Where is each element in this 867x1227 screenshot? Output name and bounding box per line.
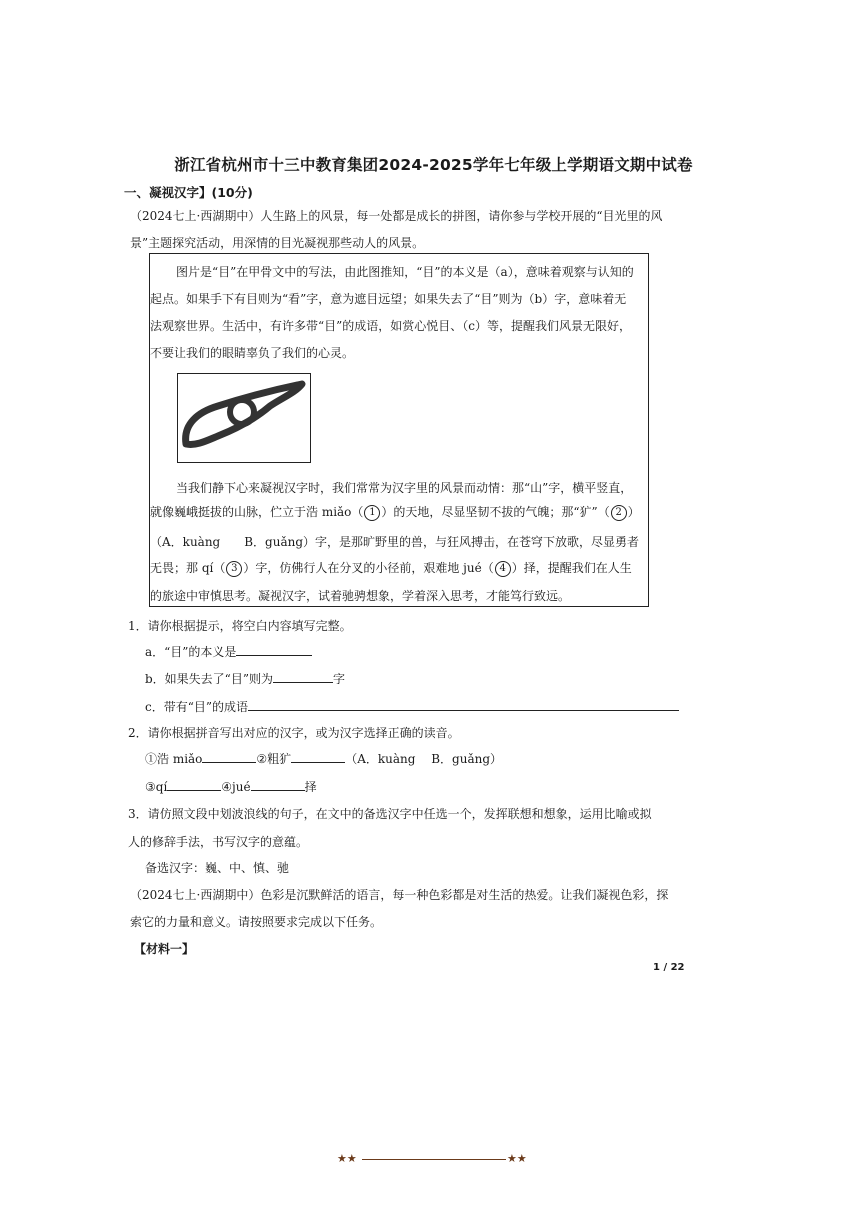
- question-1b: b．如果失去了“目”则为 字: [145, 672, 345, 686]
- oracle-bone-eye-image: [177, 373, 311, 463]
- page-title: 浙江省杭州市十三中教育集团2024-2025学年七年级上学期语文期中试卷: [174, 156, 693, 174]
- passage-line: 法观察世界。生活中，有许多带“目”的成语，如赏心悦目、（c）等，提醒我们风景无限好，: [150, 319, 631, 333]
- answer-blank[interactable]: [251, 778, 305, 791]
- question-2-stem: 2．请你根据拼音写出对应的汉字，或为汉字选择正确的读音。: [128, 726, 460, 740]
- passage-line: 当我们静下心来凝视汉字时，我们常常为汉字里的风景而动情：那“山”字，横平竖直，: [176, 481, 633, 495]
- answer-blank[interactable]: [248, 698, 679, 711]
- footer-stars-left-icon: ★★: [337, 1152, 357, 1165]
- intro-line-2: 景”主题探究活动，用深情的目光凝视那些动人的风景。: [130, 236, 425, 250]
- question-3-line-2: 人的修辞手法，书写汉字的意蕴。: [128, 835, 309, 849]
- color-intro-line-1: （2024七上·西湖期中）色彩是沉默鲜活的语言，每一种色彩都是对生活的热爱。让我们凝视色彩，探: [130, 888, 669, 902]
- page-number: 1 / 22: [653, 962, 685, 973]
- passage-line: 不要让我们的眼睛辜负了我们的心灵。: [150, 346, 355, 360]
- intro-line-1: （2024七上·西湖期中）人生路上的风景，每一处都是成长的拼图，请你参与学校开展的“目光里的风: [130, 209, 663, 223]
- question-2-line-1: ①浩 miǎo ②粗犷 （A．kuàng B．guǎng）: [145, 752, 503, 766]
- question-1c: c．带有“目”的成语: [145, 698, 679, 715]
- question-3-line-1: 3．请仿照文段中划波浪线的句子，在文中的备选汉字中任选一个，发挥联想和想象，运用比喻或拟: [128, 807, 652, 821]
- footer-divider: [362, 1159, 506, 1160]
- color-intro-line-2: 索它的力量和意义。请按照要求完成以下任务。: [130, 915, 383, 929]
- passage-line: 就像巍峨挺拔的山脉，伫立于浩 miǎo（ 1 ）的天地，尽显坚韧不拔的气魄；那“犷”（ 2 ）: [150, 505, 640, 519]
- question-1-stem: 1．请你根据提示，将空白内容填写完整。: [128, 619, 352, 633]
- passage-line: 图片是“目”在甲骨文中的写法，由此图推知，“目”的本义是（a），意味着观察与认知的: [176, 265, 634, 279]
- blank-marker: 2: [611, 505, 627, 521]
- answer-blank[interactable]: [167, 778, 221, 791]
- answer-blank[interactable]: [291, 750, 345, 763]
- blank-marker: 4: [495, 561, 511, 577]
- footer-stars-right-icon: ★★: [507, 1152, 527, 1165]
- passage-line: 无畏；那 qí（ 3 ）字，仿佛行人在分叉的小径前，艰难地 jué（ 4 ）择，提醒我们在人生: [150, 561, 632, 575]
- blank-marker: 1: [364, 505, 380, 521]
- passage-line: 的旅途中审慎思考。凝视汉字，试着驰骋想象，学着深入思考，才能笃行致远。: [150, 589, 571, 603]
- question-3-candidates: 备选汉字：巍、中、慎、驰: [145, 861, 290, 875]
- answer-blank[interactable]: [236, 643, 312, 656]
- passage-line: 起点。如果手下有目则为“看”字，意为遮目远望；如果失去了“目”则为（b）字，意味着无: [150, 292, 627, 306]
- material-heading: 【材料一】: [134, 942, 195, 956]
- section-heading: 一、凝视汉字】(10分): [124, 185, 253, 200]
- answer-blank[interactable]: [202, 750, 256, 763]
- answer-blank[interactable]: [273, 670, 333, 683]
- question-2-line-2: ③qí ④jué 择: [145, 780, 317, 794]
- question-1a: a．“目”的本义是: [145, 643, 312, 660]
- passage-line: （A．kuàng B．guǎng）字，是那旷野里的兽，与狂风搏击，在苍穹下放歌，尽显勇者: [150, 535, 640, 549]
- blank-marker: 3: [226, 561, 242, 577]
